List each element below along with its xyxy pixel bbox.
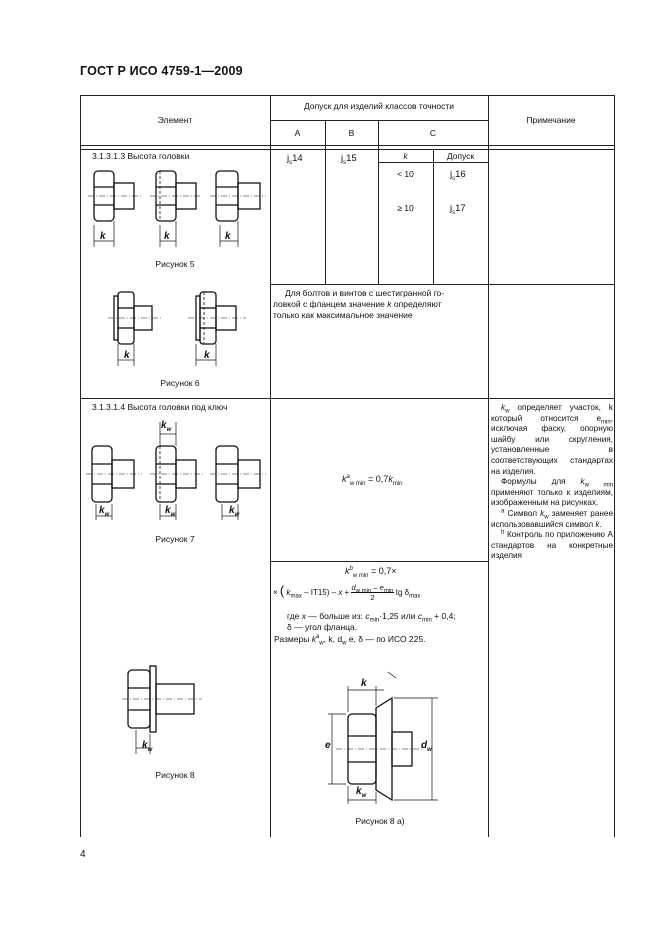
formula-where-line: где x — больше из: $c_{min}\cdot 1,25$ или $c_{min} + 0,4$; [287, 611, 456, 624]
note-column: $k_w$ определяет участок, k который относится $e_{min}$, исключая фаску, опорную шайбу или скругления, установленные в соответствующих стандартах на изделия. Формулы для $k_{w min}$ применяют только к изделиям, изображенным на рисунках. $^a$ Символ $k_w$ заменяет ранее использовавшийся символ k. $^b$ Контроль по приложению А стандартов на конкретные изделия [491, 403, 613, 561]
figure-6-drawing [100, 288, 250, 368]
formula-kw-min-2-body: × ( $k_{max} - IT15$) – x + $d_{w min} - e_{min}$ 2 tg $\delta_{max}$ [273, 583, 421, 603]
fig8a-label-dw: $d_w$ [421, 740, 432, 753]
figure-6-caption: Рисунок 6 [160, 378, 200, 388]
fig7-label-kw2: $k_w$ [165, 505, 176, 518]
figure-8-caption: Рисунок 8 [155, 770, 195, 780]
fig6-label-k2: k [204, 350, 210, 361]
figure-7-caption: Рисунок 7 [155, 534, 195, 544]
class-a-header: A [294, 128, 301, 138]
page-number: 4 [80, 849, 86, 860]
fig5-label-k3: k [225, 231, 231, 242]
sizes-reference: Размеры $k^a_w$, k, $d_w$ e, δ — по ИСО 225. [274, 634, 426, 647]
fig8-label-kw: $k_w$ [142, 740, 153, 753]
fig7-label-kw3: $k_w$ [229, 505, 240, 518]
formula-kw-min-2-head: $k^b_{w min} = 0,7\times$ [345, 566, 397, 579]
fig8a-label-e: e [325, 740, 331, 751]
row-title-head-height: 3.1.3.1.3 Высота головки [92, 151, 190, 161]
c-subheader-k: k [403, 151, 408, 161]
formula-kw-min-1: $k^a_{w min} = 0,7k_{min}$ [342, 474, 403, 487]
figure-8a-caption: Рисунок 8 а) [355, 816, 405, 826]
fig7-label-kw1: $k_w$ [99, 505, 110, 518]
c-row1-tolerance: $j_s16$ [450, 169, 466, 182]
c-subheader-tolerance: Допуск [446, 151, 475, 161]
figure-8a-drawing [324, 668, 444, 808]
c-row2-tolerance: $j_s17$ [450, 203, 466, 216]
formula-delta-line: δ — угол фланца. [287, 622, 358, 632]
class-b-header: B [348, 128, 355, 138]
fig6-label-k1: k [124, 350, 130, 361]
flange-note: Для болтов и винтов с шестигранной го- ловкой с фланцем значение k определяют только как максимальное значение [273, 288, 445, 320]
fig7-label-kw-top: $k_w$ [161, 420, 172, 433]
col-header-note: Примечание [526, 115, 576, 125]
c-row2-k: ≥ 10 [397, 203, 414, 213]
figure-8-drawing [114, 664, 204, 764]
row-title-wrench-height: 3.1.3.1.4 Высота головки под ключ [92, 402, 228, 412]
fig8a-label-k: k [361, 678, 367, 689]
figure-5-drawing [86, 165, 266, 255]
c-row1-k: < 10 [397, 169, 414, 179]
figure-5-caption: Рисунок 5 [155, 259, 195, 269]
fig8a-label-kw: $k_w$ [356, 786, 367, 799]
fig5-label-k1: k [100, 231, 106, 242]
class-b-tolerance: $j_s15$ [341, 153, 357, 166]
document-header: ГОСТ Р ИСО 4759-1—2009 [80, 64, 243, 78]
fig5-label-k2: k [164, 231, 170, 242]
col-header-element: Элемент [157, 115, 193, 125]
col-header-tolerance: Допуск для изделий классов точности [303, 101, 454, 111]
class-c-header: C [429, 128, 437, 138]
class-a-tolerance: $j_s14$ [287, 153, 303, 166]
